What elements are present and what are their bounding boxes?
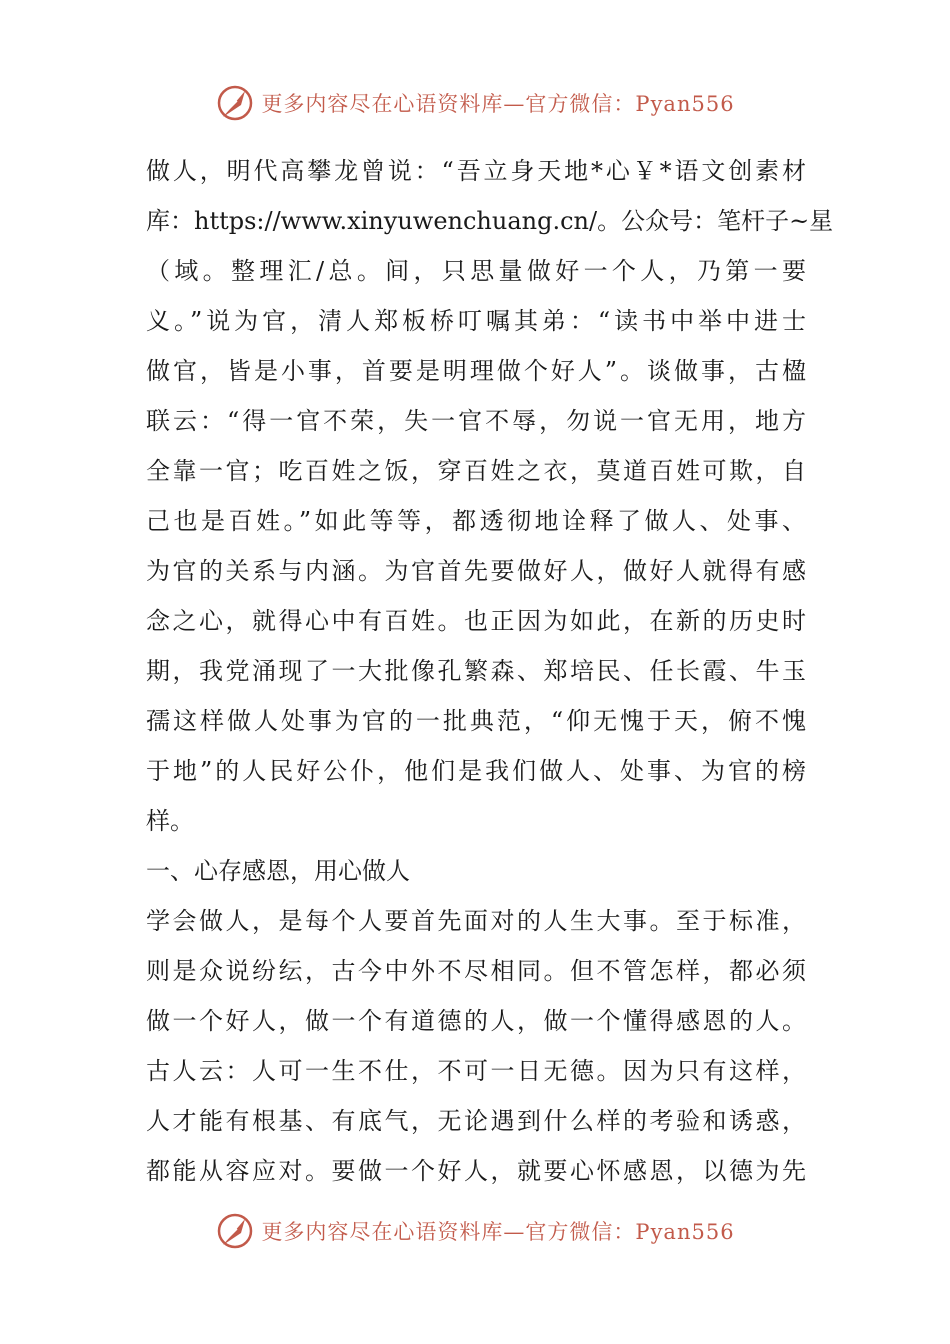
text-line: 做人，明代高攀龙曾说：“吾立身天地*心￥*语文创素材 (146, 157, 806, 185)
text-line: 库：https://www.xinyuwenchuang.cn/。公众号：笔杆子~星 (146, 207, 834, 235)
footer-banner (0, 1206, 950, 1256)
text-line: 念之心，就得心中有百姓。也正因为如此，在新的历史时 (146, 607, 806, 635)
document-body (146, 146, 834, 1196)
section-heading: 一、心存感恩，用心做人 (146, 857, 410, 885)
quill-logo-icon (215, 1211, 255, 1251)
footer-banner-text: 更多内容尽在心语资料库—官方微信：Pyan556 (261, 1220, 735, 1244)
text-line: 样。 (146, 807, 194, 835)
text-line: 期，我党涌现了一大批像孔繁森、郑培民、任长霞、牛玉 (146, 657, 806, 685)
text-line: 做官，皆是小事，首要是明理做个好人”。谈做事，古楹 (146, 357, 806, 385)
text-line: 为官的关系与内涵。为官首先要做好人，做好人就得有感 (146, 557, 806, 585)
text-line: 学会做人，是每个人要首先面对的人生大事。至于标准， (146, 907, 806, 935)
header-banner-text: 更多内容尽在心语资料库—官方微信：Pyan556 (261, 92, 735, 116)
text-line: 义。”说为官，清人郑板桥叮嘱其弟：“读书中举中进士 (146, 307, 806, 335)
text-line: 己也是百姓。”如此等等，都透彻地诠释了做人、处事、 (146, 507, 806, 535)
text-line: 做一个好人，做一个有道德的人，做一个懂得感恩的人。 (146, 1007, 806, 1035)
text-line: （域。整理汇/总。间，只思量做好一个人，乃第一要 (146, 257, 806, 285)
text-line: 人才能有根基、有底气，无论遇到什么样的考验和诱惑， (146, 1107, 806, 1135)
quill-logo-icon (215, 83, 255, 123)
text-line: 则是众说纷纭，古今中外不尽相同。但不管怎样，都必须 (146, 957, 806, 985)
header-banner (0, 78, 950, 128)
text-line: 都能从容应对。要做一个好人，就要心怀感恩，以德为先 (146, 1157, 806, 1185)
text-line: 古人云：人可一生不仕，不可一日无德。因为只有这样， (146, 1057, 806, 1085)
text-line: 孺这样做人处事为官的一批典范，“仰无愧于天，俯不愧 (146, 707, 806, 735)
text-line: 于地”的人民好公仆，他们是我们做人、处事、为官的榜 (146, 757, 806, 785)
text-line: 全靠一官；吃百姓之饭，穿百姓之衣，莫道百姓可欺，自 (146, 457, 806, 485)
text-line: 联云：“得一官不荣，失一官不辱，勿说一官无用，地方 (146, 407, 806, 435)
